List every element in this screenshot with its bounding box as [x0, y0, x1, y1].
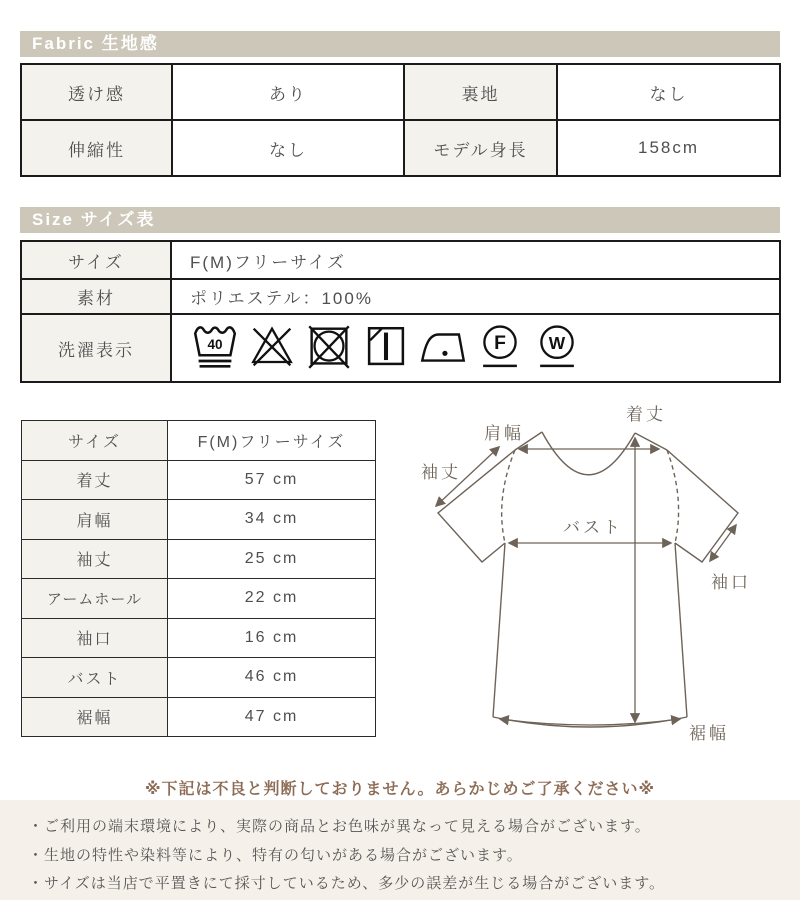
do-not-tumble-dry-icon — [304, 321, 354, 375]
diagram-label-cuff: 袖口 — [711, 573, 751, 592]
line-dry-shade-icon — [361, 321, 411, 375]
meas-label-length: 着丈 — [22, 460, 168, 500]
meas-value-bust: 46 cm — [168, 658, 376, 698]
meas-label-armhole: アームホール — [22, 579, 168, 619]
iron-low-icon — [418, 321, 468, 375]
size-label: サイズ — [21, 241, 171, 279]
svg-text:40: 40 — [207, 336, 223, 352]
fabric-value-model-height: 158cm — [557, 120, 780, 176]
size-info-table — [20, 240, 781, 383]
meas-value-length: 57 cm — [168, 460, 376, 500]
meas-value-cuff: 16 cm — [168, 618, 376, 658]
fabric-label-stretch: 伸縮性 — [21, 120, 172, 176]
table-row — [21, 314, 780, 382]
disclaimer-item: ・サイズは当店で平置きにて採寸しているため、多少の誤差が生じる場合がございます。 — [28, 875, 666, 892]
tshirt-measurement-diagram — [405, 395, 795, 765]
diagram-label-sleeve-length: 袖丈 — [421, 463, 461, 482]
disclaimer-heading: ※下記は不良と判断しておりません。あらかじめご了承ください※ — [144, 781, 656, 798]
table-row — [22, 539, 376, 579]
disclaimer-item: ・生地の特性や染料等により、特有の匂いがある場合がございます。 — [28, 846, 523, 864]
material-label: 素材 — [21, 279, 171, 314]
meas-value-armhole: 22 cm — [168, 579, 376, 619]
meas-value-hem: 47 cm — [168, 697, 376, 737]
meas-label-cuff: 袖口 — [22, 618, 168, 658]
meas-header-size: サイズ — [22, 421, 168, 461]
hem-arrow — [500, 719, 680, 725]
diagram-label-shoulder: 肩幅 — [484, 424, 524, 443]
diagram-label-bust: バスト — [563, 518, 623, 537]
disclaimer-item: ・ご利用の端末環境により、実際の商品とお色味が異なって見える場合がございます。 — [28, 818, 651, 835]
do-not-bleach-icon — [247, 321, 297, 375]
fabric-value-lining: なし — [557, 64, 780, 120]
material-value: ポリエステル：100% — [171, 279, 780, 314]
table-row — [22, 421, 376, 461]
meas-label-hem: 裾幅 — [22, 697, 168, 737]
wet-clean-w-icon — [532, 321, 582, 375]
fabric-value-stretch: なし — [172, 120, 404, 176]
table-row — [22, 618, 376, 658]
wash-40-icon — [190, 321, 240, 375]
table-row — [22, 500, 376, 540]
care-symbols — [190, 321, 779, 375]
table-row — [21, 241, 780, 279]
meas-label-shoulder: 肩幅 — [22, 500, 168, 540]
fabric-label-lining: 裏地 — [404, 64, 557, 120]
care-label: 洗濯表示 — [21, 314, 171, 382]
disclaimer-box — [0, 800, 800, 900]
diagram-label-length: 着丈 — [626, 405, 666, 424]
table-row — [22, 658, 376, 698]
fabric-table — [20, 63, 781, 177]
svg-text:W: W — [548, 332, 566, 353]
meas-value-shoulder: 34 cm — [168, 500, 376, 540]
meas-header-value: F(M)フリーサイズ — [168, 421, 376, 461]
measure-arrows — [436, 438, 736, 725]
fabric-value-sheerness: あり — [172, 64, 404, 120]
table-row — [22, 697, 376, 737]
measurements-table — [21, 420, 376, 737]
diagram-label-hem: 裾幅 — [689, 724, 729, 743]
table-row — [21, 64, 780, 120]
dry-clean-f-icon — [475, 321, 525, 375]
table-row — [22, 579, 376, 619]
fabric-section-title: Fabric 生地感 — [20, 31, 780, 57]
table-row — [22, 460, 376, 500]
svg-text:F: F — [494, 332, 506, 354]
table-row — [21, 279, 780, 314]
cuff-arrow — [710, 525, 736, 561]
table-row — [21, 120, 780, 176]
meas-label-bust: バスト — [22, 658, 168, 698]
meas-label-sleeve-length: 袖丈 — [22, 539, 168, 579]
fabric-label-sheerness: 透け感 — [21, 64, 172, 120]
meas-value-sleeve-length: 25 cm — [168, 539, 376, 579]
size-value: F(M)フリーサイズ — [171, 241, 780, 279]
fabric-label-model-height: モデル身長 — [404, 120, 557, 176]
tshirt-outline — [438, 432, 738, 727]
size-section-title: Size サイズ表 — [20, 207, 780, 233]
